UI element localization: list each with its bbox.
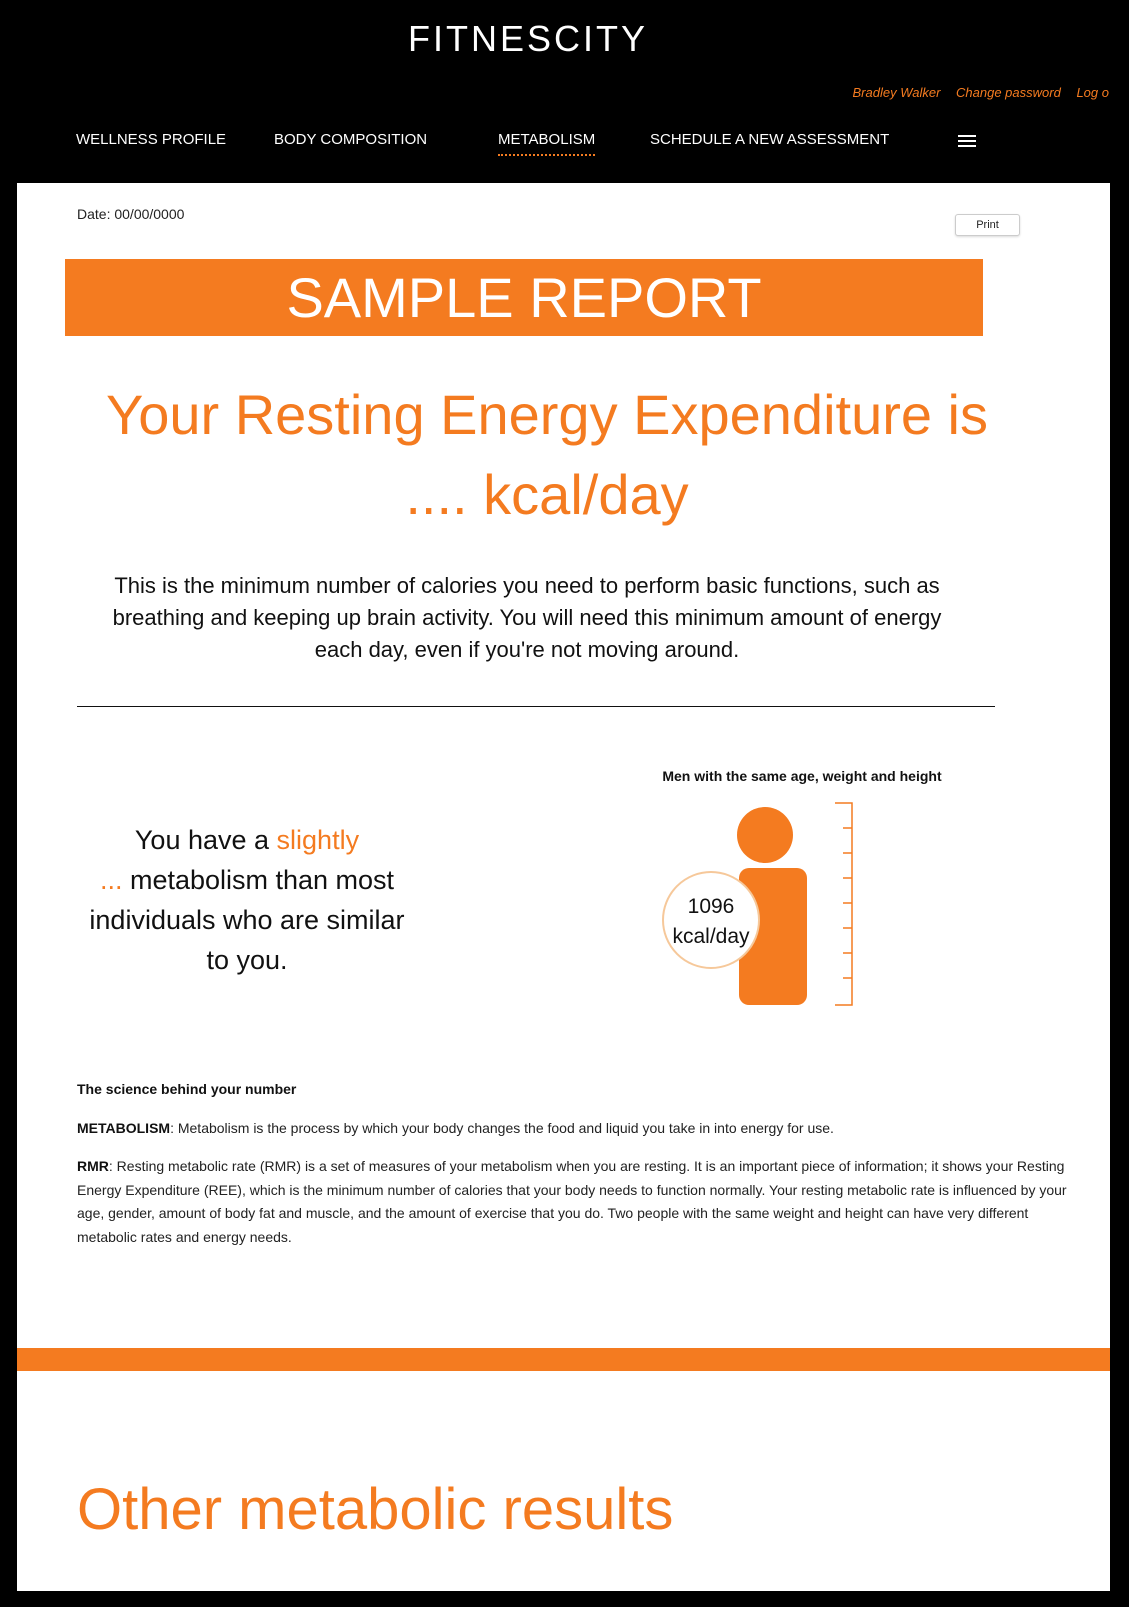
report-page [17, 183, 1110, 1591]
person-head-icon [737, 807, 793, 863]
comparison-text [77, 820, 417, 980]
intro-line-1: This is the minimum number of calories you need to perform basic functions, such as [114, 573, 940, 598]
measure-scale-icon [835, 803, 852, 1005]
orange-divider-bar [17, 1348, 1110, 1371]
nav-schedule-assessment[interactable]: SCHEDULE A NEW ASSESSMENT [650, 131, 890, 148]
nav-wellness-profile[interactable]: WELLNESS PROFILE [76, 131, 227, 148]
compare-dots: ... [99, 865, 123, 895]
nav-metabolism[interactable]: METABOLISM [498, 131, 595, 156]
value-number: 1096 [687, 895, 735, 918]
intro-line-2: breathing and keeping up brain activity. You will need this minimum amount of energy [112, 605, 942, 630]
value-unit: kcal/day [672, 925, 750, 948]
person-figure-graphic [647, 798, 887, 1018]
compare-text-a: You have a [134, 825, 277, 855]
user-links [841, 85, 1110, 100]
metabolism-definition [77, 1117, 1077, 1141]
change-password-link[interactable]: Change password [956, 85, 1061, 100]
compare-text-b: metabolism than most [122, 865, 395, 895]
metabolism-text: : Metabolism is the process by which your body changes the food and liquid you take in into energy for use. [170, 1120, 834, 1136]
metabolism-term: METABOLISM [77, 1120, 171, 1136]
headline-line-1: Your Resting Energy Expenditure is [106, 383, 988, 446]
scale-ticks [843, 828, 852, 978]
person-figure [647, 798, 887, 1018]
section-divider [77, 706, 995, 707]
report-date: Date: 00/00/0000 [77, 206, 185, 222]
science-heading: The science behind your number [77, 1081, 297, 1097]
nav-body-composition[interactable]: BODY COMPOSITION [274, 131, 428, 148]
main-nav [0, 131, 1129, 155]
headline-line-2: .... kcal/day [405, 463, 689, 526]
intro-line-3: each day, even if you're not moving around. [314, 637, 740, 662]
rmr-text: : Resting metabolic rate (RMR) is a set of measures of your metabolism when you are resting. It is an important piece of information; it shows your Resting Energy Expenditure (REE), which is the minimum number of calories that your body needs to function normally. Your resting metabolic rate is influenced by your age, gender, amount of body fat and muscle, and the amount of exercise that you do. Two people with the same weight and height can have very different metabolic rates and energy needs. [77, 1158, 1067, 1245]
value-badge [663, 872, 759, 968]
rmr-term: RMR [77, 1158, 109, 1174]
compare-highlight: slightly [276, 825, 360, 855]
sample-report-banner: SAMPLE REPORT [65, 259, 983, 336]
compare-text-c: individuals who are similar [89, 905, 405, 935]
intro-text [77, 570, 977, 666]
comparison-chart-title: Men with the same age, weight and height [662, 768, 942, 784]
other-results-heading: Other metabolic results [77, 1477, 674, 1542]
compare-text-d: to you. [206, 945, 288, 975]
ree-headline [47, 375, 1047, 535]
rmr-definition [77, 1155, 1077, 1249]
user-name-link[interactable]: Bradley Walker [852, 85, 941, 100]
logout-link[interactable]: Log o [1076, 85, 1109, 100]
brand-logo[interactable]: FITNESCITY [407, 18, 648, 59]
print-button[interactable]: Print [955, 214, 1020, 236]
hamburger-menu-icon[interactable] [958, 133, 978, 149]
